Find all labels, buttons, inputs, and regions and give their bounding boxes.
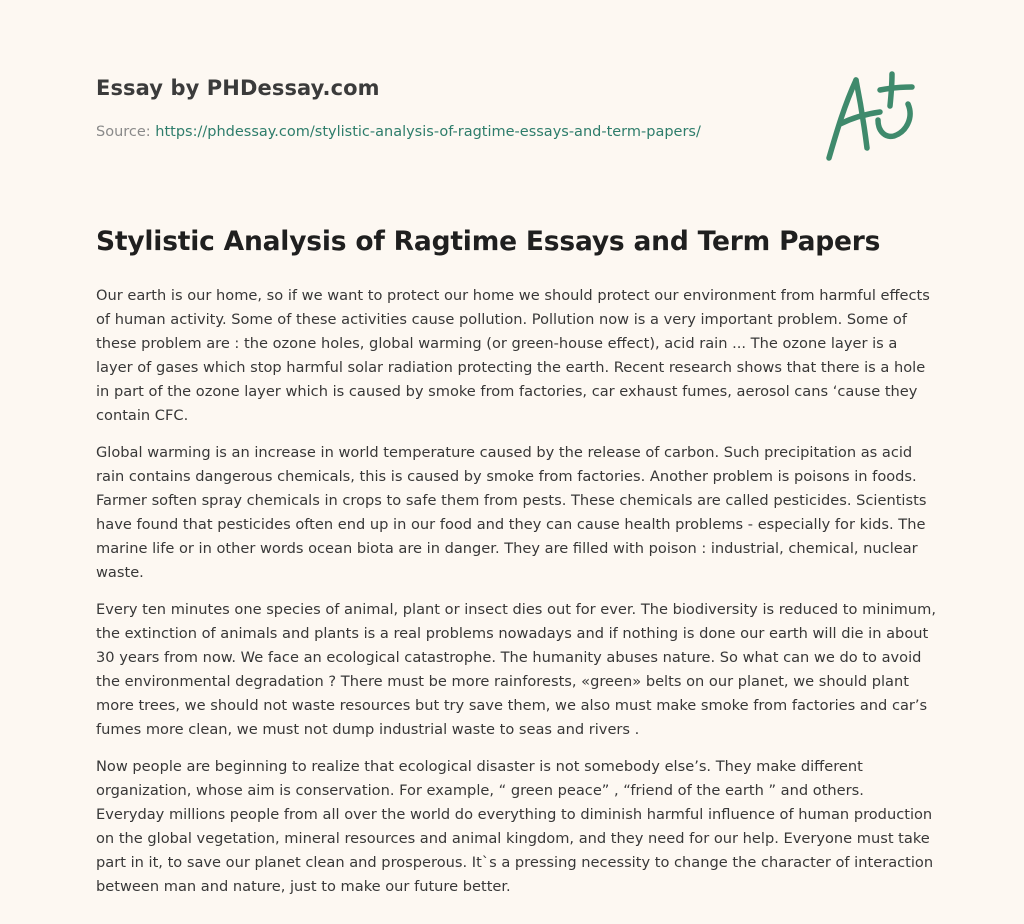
essay-title: Stylistic Analysis of Ragtime Essays and Term Papers	[96, 226, 881, 257]
source-line	[96, 124, 701, 140]
essay-body	[96, 284, 936, 912]
essay-paragraph: Global warming is an increase in world temperature caused by the release of carbon. Such precipitation as acid rain contains dangerous chemicals, this is caused by smoke from factories. Another problem is poisons in foods. Farmer soften spray chemicals in crops to safe them from pests. These chemicals are called pesticides. Scientists have found that pesticides often end up in our food and they can cause health problems - especially for kids. The marine life or in other words ocean biota are in danger. They are filled with poison : industrial, chemical, nuclear waste.	[96, 444, 927, 581]
source-link[interactable]: https://phdessay.com/stylistic-analysis-of-ragtime-essays-and-term-papers/	[155, 124, 701, 140]
essay-paragraph: Now people are beginning to realize that ecological disaster is not somebody else’s. They make different organization, whose aim is conservation. For example, “ green peace” , “friend of the earth ” and others. Everyday millions people from all over the world do everything to diminish harmful influence of human production on the global vegetation, mineral resources and animal kingdom, and they need for our help. Everyone must take part in it, to save our planet clean and prosperous. It`s a pressing necessity to change the character of interaction between man and nature, just to make our future better.	[96, 758, 934, 895]
site-brand: Essay by PHDessay.com	[96, 76, 380, 100]
a-plus-grade-logo-icon	[820, 66, 930, 166]
essay-paragraph: Every ten minutes one species of animal, plant or insect dies out for ever. The biodiversity is reduced to minimum, the extinction of animals and plants is a real problems nowadays and if nothing is done our earth will die in about 30 years from now. We face an ecological catastrophe. The humanity abuses nature. So what can we do to avoid the environmental degradation ? There must be more rainforests, «green» belts on our planet, we should plant more trees, we should not waste resources but try save them, we also must make smoke from factories and car’s fumes more clean, we must not dump industrial waste to seas and rivers .	[96, 601, 936, 738]
source-label: Source:	[96, 124, 156, 140]
essay-paragraph: Our earth is our home, so if we want to protect our home we should protect our environment from harmful effects of human activity. Some of these activities cause pollution. Pollution now is a very important problem. Some of these problem are : the ozone holes, global warming (or green-house effect), acid rain ... The ozone layer is a layer of gases which stop harmful solar radiation protecting the earth. Recent research shows that there is a hole in part of the ozone layer which is caused by smoke from factories, car exhaust fumes, aerosol cans ‘cause they contain CFC.	[96, 287, 930, 424]
